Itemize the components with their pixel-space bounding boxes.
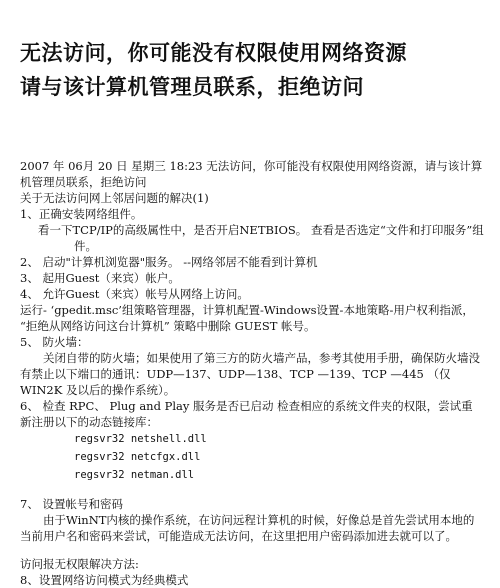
list-item-3: 3、 起用Guest（来宾）帐户。	[20, 271, 180, 285]
list-item-4: 4、 允许Guest（来宾）帐号从网络上访问。	[20, 287, 249, 301]
section-heading-2: 访问报无权限解决方法:	[20, 557, 139, 571]
command-line: regsvr32 netcfgx.dll	[74, 451, 201, 463]
list-item-5: 5、 防火墙：	[20, 335, 89, 349]
command-list	[20, 430, 484, 484]
article-body	[20, 158, 484, 588]
page-title	[20, 36, 490, 104]
list-item-6: 6、 检查 RPC、 Plug and Play 服务是否已启动 检查相应的系统文件夹的权限，尝试重新注册以下的动态链接库：	[20, 399, 473, 429]
command-line: regsvr32 netman.dll	[74, 469, 195, 481]
list-item-4-detail: 运行- ‘gpedit.msc’组策略管理器，计算机配置-Windows设置-本地策略-用户权利指派， “拒绝从网络访问这台计算机” 策略中删除 GUEST 帐号。	[20, 303, 474, 333]
list-item-1-detail: 看一下TCP/IP的高级属性中，是否开启NETBIOS。 查看是否选定“文件和打印服务”组件。	[38, 223, 484, 253]
post-meta: 2007 年 06月 20 日 星期三 18:23 无法访问，你可能没有权限使用网络资源，请与该计算机管理员联系，拒绝访问	[20, 159, 483, 189]
list-item-2: 2、 启动"计算机浏览器"服务。 --网络邻居不能看到计算机	[20, 255, 318, 269]
title-line-1: 无法访问，你可能没有权限使用网络资源	[20, 41, 407, 65]
list-item-7-detail: 由于WinNT内核的操作系统，在访问远程计算机的时候，好像总是首先尝试用本地的当前用户名和密码来尝试，可能造成无法访问，在这里把用户密码添加进去就可以了。	[20, 513, 475, 543]
list-item-7: 7、 设置帐号和密码	[20, 497, 123, 511]
list-item-5-detail: 关闭自带的防火墙；如果使用了第三方的防火墙产品，参考其使用手册，确保防火墙没有禁止以下端口的通讯：UDP—137、UDP—138、TCP —139、TCP —445 （仅WIN2K 及以后的操作系统）。	[20, 351, 480, 397]
list-item-8: 8、设置网络访问模式为经典模式	[20, 573, 189, 587]
title-line-2: 请与该计算机管理员联系，拒绝访问	[20, 75, 364, 99]
command-line: regsvr32 netshell.dll	[74, 433, 207, 445]
section-heading-1: 关于无法访问网上邻居问题的解决(1)	[20, 191, 209, 205]
list-item-1: 1、正确安装网络组件。	[20, 207, 143, 221]
